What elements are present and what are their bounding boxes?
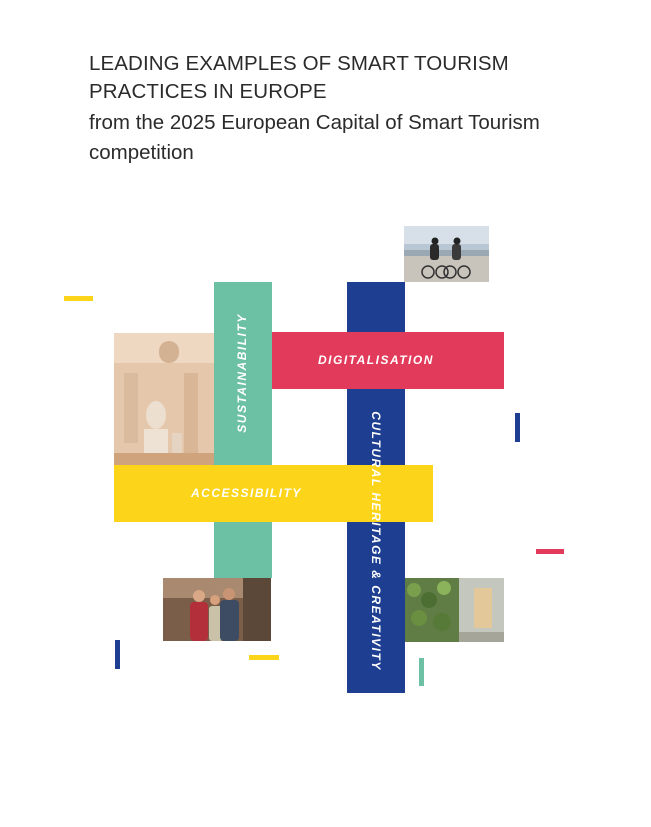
accent-dash <box>515 413 520 442</box>
accent-dash <box>115 640 120 669</box>
subtitle-line-2: competition <box>89 141 194 164</box>
accent-dash <box>64 296 93 301</box>
title-line-2: PRACTICES IN EUROPE <box>89 80 327 103</box>
title-line-1: LEADING EXAMPLES OF SMART TOURISM <box>89 52 509 75</box>
accessibility-label: ACCESSIBILITY <box>191 486 302 500</box>
sustainability-label: SUSTAINABILITY <box>235 313 249 433</box>
accent-dash <box>249 655 279 660</box>
statue-photo <box>114 333 215 465</box>
cultural-heritage-label: CULTURAL HERITAGE & CREATIVITY <box>369 411 383 671</box>
green-wall-photo <box>404 578 504 642</box>
people-photo <box>163 578 271 641</box>
cover-title <box>89 50 609 168</box>
accent-dash <box>419 658 424 686</box>
cyclists-photo <box>404 226 489 282</box>
accent-dash <box>536 549 564 554</box>
digitalisation-label: DIGITALISATION <box>318 353 434 367</box>
subtitle-line-1: from the 2025 European Capital of Smart Tourism <box>89 111 540 134</box>
